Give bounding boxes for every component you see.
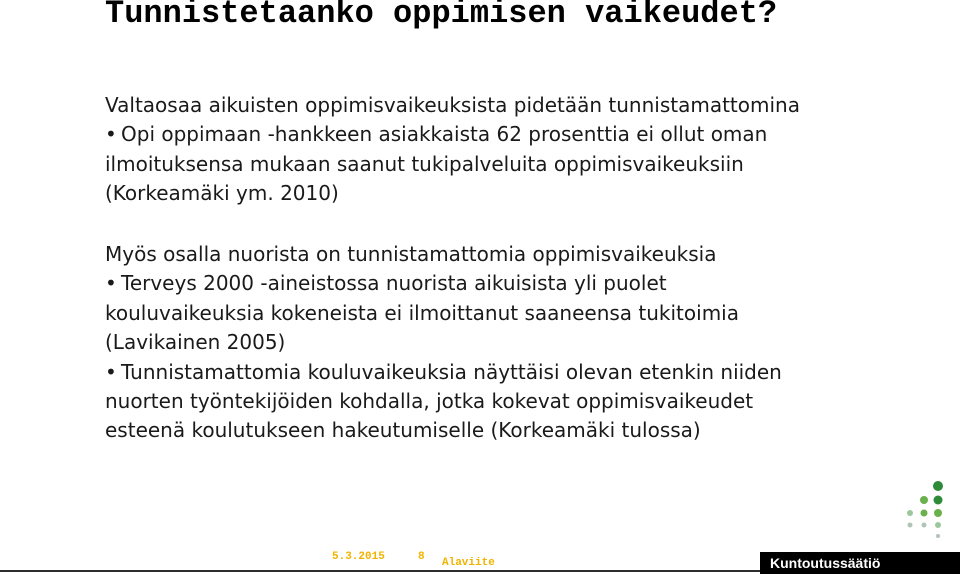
content-block-2 xyxy=(105,240,845,446)
block2-heading: Myös osalla nuorista on tunnistamattomia oppimisvaikeuksia xyxy=(105,242,717,266)
block2-bullet-1-line3: (Lavikainen 2005) xyxy=(105,330,286,355)
slide-title: Tunnistetaanko oppimisen vaikeudet? xyxy=(105,0,778,32)
bullet-icon: • xyxy=(105,271,117,296)
block1-continuation: ilmoituksensa mukaan saanut tukipalveluita oppimisvaikeuksiin xyxy=(105,151,744,176)
block2-bullet-2 xyxy=(105,358,845,387)
block2-bullet-1-line2: kouluvaikeuksia kokeneista ei ilmoittanut saaneensa tukitoimia xyxy=(105,300,739,325)
bullet-icon: • xyxy=(105,359,117,384)
dots-logo-icon xyxy=(900,478,950,548)
footer-brand: Kuntoutussäätiö xyxy=(760,552,960,574)
block1-bullet-text: Opi oppimaan -hankkeen asiakkaista 62 prosenttia ei ollut oman xyxy=(121,122,768,147)
block2-bullet-2-line3: esteenä koulutukseen hakeutumiselle (Korkeamäki tulossa) xyxy=(105,418,701,443)
block1-citation: (Korkeamäki ym. 2010) xyxy=(105,181,339,206)
footer xyxy=(0,540,960,576)
footer-page-number: 8 xyxy=(418,551,425,563)
footer-note: Alaviite xyxy=(442,557,495,569)
block2-bullet-1 xyxy=(105,269,845,298)
block2-bullet-2-text: Tunnistamattomia kouluvaikeuksia näyttäisi olevan etenkin niiden xyxy=(121,359,782,384)
footer-date: 5.3.2015 xyxy=(332,551,385,563)
block1-bullet xyxy=(105,120,845,149)
content-block-1 xyxy=(105,91,845,209)
block1-heading: Valtaosaa aikuisten oppimisvaikeuksista pidetään tunnistamattomina xyxy=(105,93,800,117)
block2-bullet-1-text: Terveys 2000 -aineistossa nuorista aikuisista yli puolet xyxy=(121,271,667,296)
bullet-icon: • xyxy=(105,122,117,147)
block2-bullet-2-line2: nuorten työntekijöiden kohdalla, jotka kokevat oppimisvaikeudet xyxy=(105,389,754,414)
